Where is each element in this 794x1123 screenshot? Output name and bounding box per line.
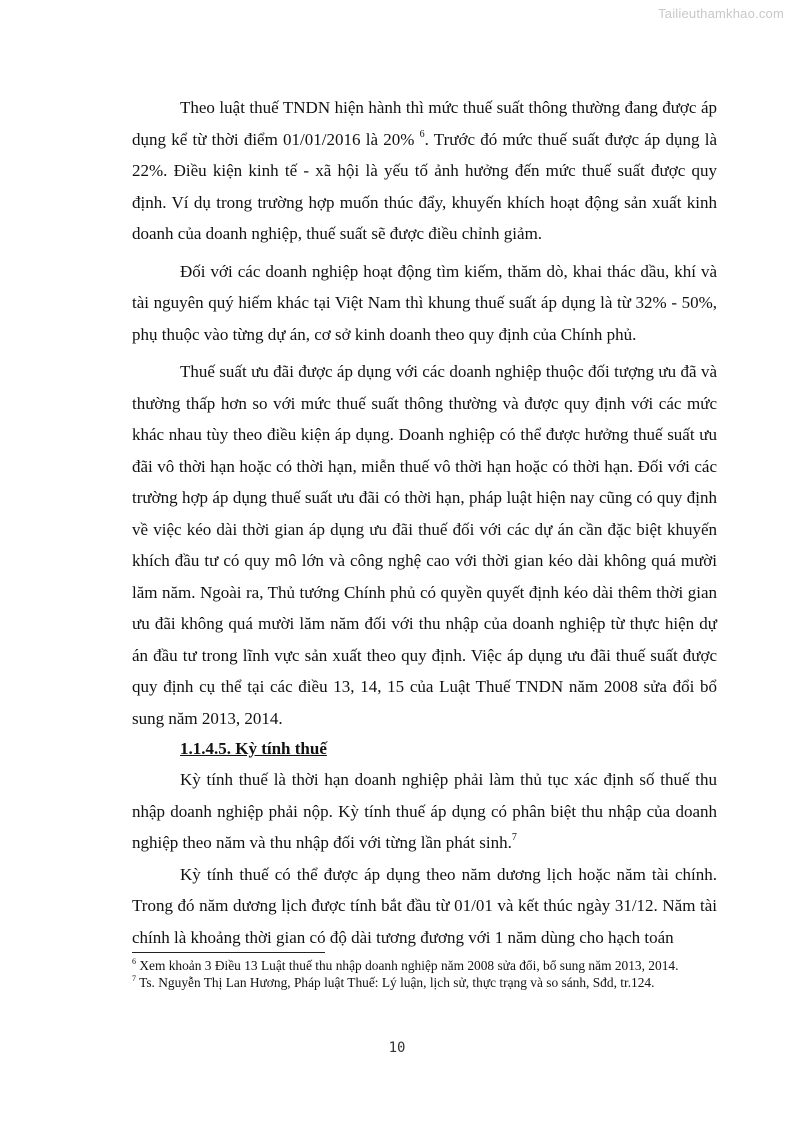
footnote-6 (132, 958, 717, 974)
paragraph-tax-period (132, 764, 717, 859)
section-heading: 1.1.4.5. Kỳ tính thuế (180, 739, 327, 758)
footnote-text: Ts. Nguyễn Thị Lan Hương, Pháp luật Thuế: Lý luận, lịch sử, thực trạng và so sánh, Sđd, tr.124. (136, 975, 655, 990)
paragraph-text: Theo luật thuế TNDN hiện hành thì mức thuế suất thông thường đang được áp dụng kể từ thời điểm 01/01/2016 là 20% (132, 98, 717, 149)
footnote-7 (132, 975, 717, 991)
footnote-text: Xem khoản 3 Điều 13 Luật thuế thu nhập doanh nghiệp năm 2008 sửa đổi, bổ sung năm 2013, 2014. (136, 958, 679, 973)
paragraph-tax-rate (132, 92, 717, 250)
footnote-number: 7 (132, 973, 136, 983)
paragraph-calendar-year: Kỳ tính thuế có thể được áp dụng theo năm dương lịch hoặc năm tài chính. Trong đó năm dương lịch được tính bắt đầu từ 01/01 và kết thúc ngày 31/12. Năm tài chính là khoảng thời gian có độ dài tương đương với 1 năm dùng cho hạch toán (132, 864, 717, 947)
footnotes (132, 958, 717, 992)
page-number: 10 (388, 1040, 406, 1056)
watermark-text: Tailieuthamkhao.com (658, 6, 784, 21)
paragraph-text: Kỳ tính thuế là thời hạn doanh nghiệp phải làm thủ tục xác định số thuế thu nhập doanh nghiệp phải nộp. Kỳ tính thuế áp dụng có phân biệt thu nhập của doanh nghiệp theo năm và thu nhập đối với từng lần phát sinh. (132, 770, 717, 852)
paragraph-preferential-rate: Thuế suất ưu đãi được áp dụng với các doanh nghiệp thuộc đối tượng ưu đã và thường thấp hơn so với mức thuế suất thông thường và được quy định với các mức khác nhau tùy theo điều kiện áp dụng. Doanh nghiệp có thể được hưởng thuế suất ưu đãi vô thời hạn hoặc có thời hạn, miễn thuế vô thời hạn hoặc có thời hạn. Đối với các trường hợp áp dụng thuế suất ưu đãi có thời hạn, pháp luật hiện nay cũng có quy định về việc kéo dài thời gian áp dụng ưu đãi thuế đối với các dự án cần đặc biệt khuyến khích đầu tư có quy mô lớn và công nghệ cao với thời gian kéo dài không quá mười lăm năm. Ngoài ra, Thủ tướng Chính phủ có quyền quyết định kéo dài thêm thời gian ưu đãi không quá mười lăm năm đối với thu nhập của doanh nghiệp từ thực hiện dự án đầu tư trong lĩnh vực sản xuất theo quy định. Việc áp dụng ưu đãi thuế suất được quy định cụ thể tại các điều 13, 14, 15 của Luật Thuế TNDN năm 2008 sửa đổi bổ sung năm 2013, 2014. (132, 362, 717, 728)
document-body (132, 92, 717, 953)
paragraph-text: . Trước đó mức thuế suất được áp dụng là 22%. Điều kiện kinh tế - xã hội là yếu tố ảnh hưởng đến mức thuế suất được quy định. Ví dụ trong trường hợp muốn thúc đẩy, khuyến khích hoạt động sản xuất kinh doanh của doanh nghiệp, thuế suất sẽ được điều chỉnh giảm. (132, 129, 718, 243)
footnote-number: 6 (132, 956, 136, 966)
footnote-separator (132, 952, 325, 953)
paragraph-oil-gas: Đối với các doanh nghiệp hoạt động tìm kiếm, thăm dò, khai thác dầu, khí và tài nguyên quý hiếm khác tại Việt Nam thì khung thuế suất áp dụng là từ 32% - 50%, phụ thuộc vào từng dự án, cơ sở kinh doanh theo quy định của Chính phủ. (132, 261, 717, 344)
footnote-ref-6[interactable]: 6 (419, 128, 425, 140)
footnote-ref-7[interactable]: 7 (511, 832, 517, 844)
